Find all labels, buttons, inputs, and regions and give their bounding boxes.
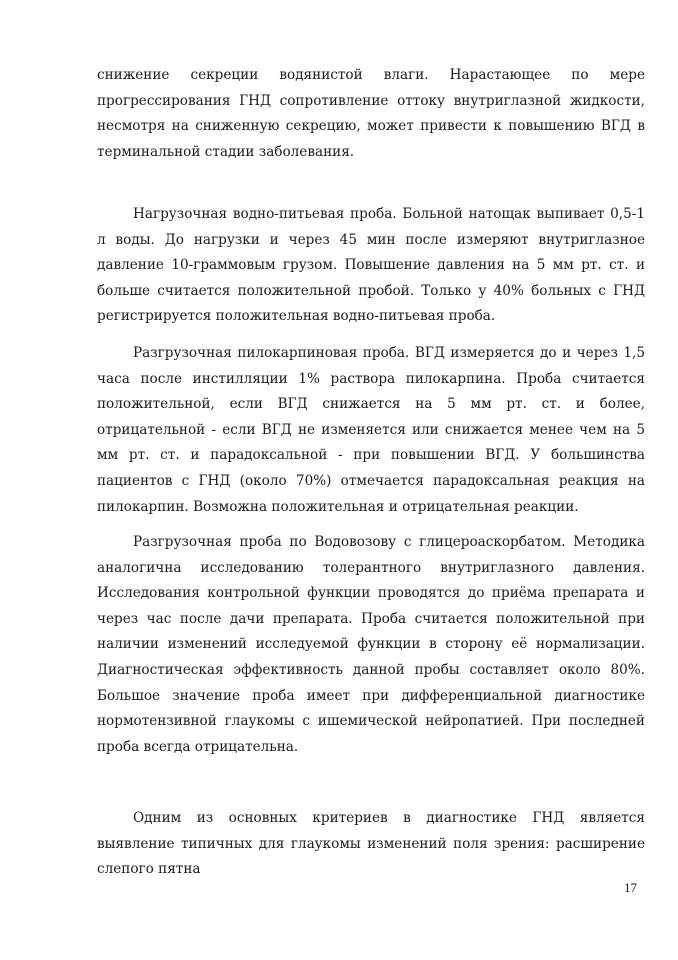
- paragraph-pilocarpine-test: [97, 341, 645, 520]
- paragraph-secretion-continuation: [97, 63, 645, 165]
- paragraph-water-drinking-test: [97, 202, 645, 330]
- paragraph-vodovozov-test: [97, 530, 645, 760]
- paragraph-text: Разгрузочная пилокарпиновая проба. ВГД измеряется до и через 1,5 часа после инстилляции 1% раствора пилокарпина. Проба считается положительной, если ВГД снижается на 5 мм рт. ст. и более, отрицательной - если ВГД не изменяется или снижается менее чем на 5 мм рт. ст. и парадоксальной - при повышении ВГД. У большинства пациентов с ГНД (около 70%) отмечается парадоксальная реакция на пилокарпин. Возможна положительная и отрицательная реакции.: [97, 345, 645, 515]
- page-number: 17: [624, 880, 637, 895]
- paragraph-text: Нагрузочная водно-питьевая проба. Больной натощак выпивает 0,5-1 л воды. До нагрузки и через 45 мин после измеряют внутриглазное давление 10-граммовым грузом. Повышение давления на 5 мм рт. ст. и больше считается положительной пробой. Только у 40% больных с ГНД регистрируется положительная водно-питьевая проба.: [97, 206, 645, 325]
- paragraph-text: Одним из основных критериев в диагностике ГНД является выявление типичных для глаукомы изменений поля зрения: расширение слепого пятна: [97, 810, 645, 878]
- paragraph-text: снижение секреции водянистой влаги. Нарастающее по мере прогрессирования ГНД сопротивление оттоку внутриглазной жидкости, несмотря на сниженную секрецию, может привести к повышению ВГД в терминальной стадии заболевания.: [97, 67, 645, 160]
- paragraph-text: Разгрузочная проба по Водовозову с глицероаскорбатом. Методика аналогична исследованию толерантного внутриглазного давления. Исследования контрольной функции проводятся до приёма препарата и через час после дачи препарата. Проба считается положительной при наличии изменений исследуемой функции в сторону её нормализации. Диагностическая эффективность данной пробы составляет около 80%. Большое значение проба имеет при дифференциальной диагностике нормотензивной глаукомы с ишемической нейропатией. При последней проба всегда отрицательна.: [97, 534, 645, 755]
- paragraph-visual-field-criteria: [97, 806, 645, 883]
